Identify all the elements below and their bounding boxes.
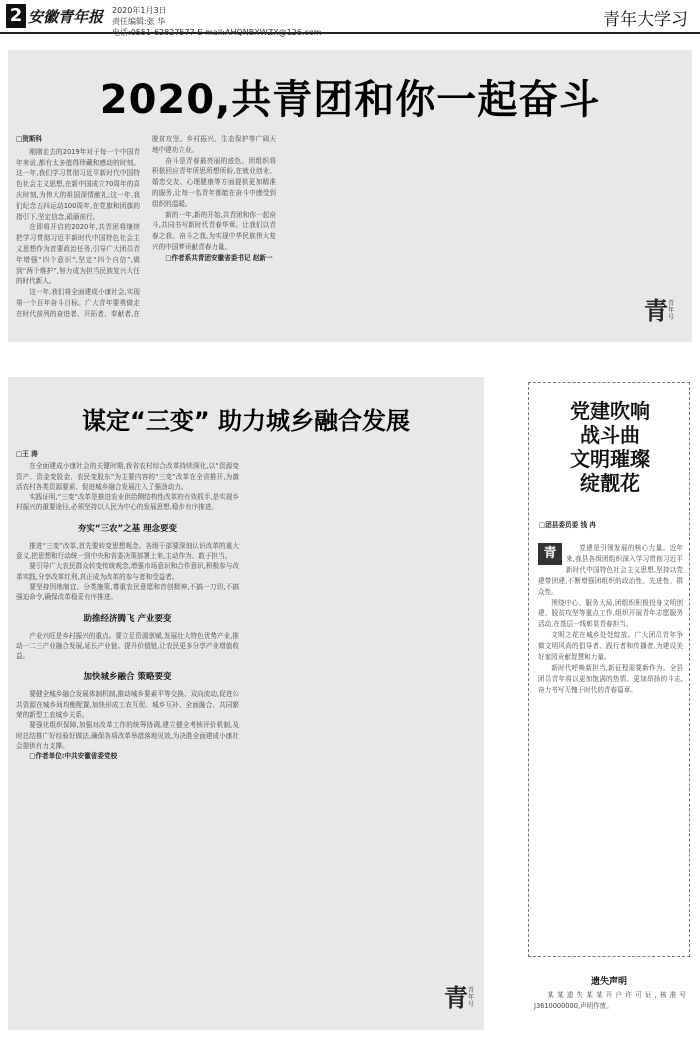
- quote-badge-icon: 青: [538, 543, 562, 565]
- sidebar-title-line: 文明璀璨: [570, 447, 650, 471]
- main-article-author-note: □作者单位:中共安徽省委党校: [29, 752, 118, 761]
- paragraph: 奋斗是青春最亮丽的底色。团组织将积极回应青年所思所想所盼,在就业创业、婚恋交友、心理健康等方面提供更加精准的服务,让每一名青年都能在奋斗中感受到组织的温暖。: [152, 156, 276, 208]
- paragraph: 这一年,我们将全面建成小康社会,实现第一个百年奋斗目标。广大青年要勇做走在时代前列的奋进者、开拓者、奉献者,在脱贫攻坚、乡村振兴、生态保护等广阔天地中建功立业。: [16, 135, 276, 318]
- issue-date: 2020年1月3日: [112, 6, 167, 15]
- top-article-body: [16, 134, 684, 334]
- sidebar-title-line: 战斗曲: [580, 423, 640, 447]
- paragraph: 要坚持因地制宜、分类施策,尊重农民意愿和首创精神,不搞一刀切,不搞强迫命令,确保改革稳妥有序推进。: [16, 582, 239, 602]
- page-section-label: 青年大学习: [603, 10, 688, 30]
- masthead-info: [112, 5, 322, 38]
- masthead: [0, 0, 700, 37]
- paragraph: 要强化组织保障,加强对改革工作的统筹协调,建立健全考核评价机制,及时总结推广好经验好做法,确保各项改革举措落地见效,为决胜全面建成小康社会提供有力支撑。: [16, 721, 239, 750]
- seal-tag: 青年号: [668, 300, 675, 321]
- paragraph: 产业兴旺是乡村振兴的重点。要立足资源禀赋,发展壮大特色优势产业,推动一二三产业融合发展,延长产业链、提升价值链,让农民更多分享产业增值收益。: [16, 631, 239, 661]
- section-heading: 助推经济腾飞 产业要变: [83, 613, 172, 624]
- paragraph: 在即将开启的2020年,共青团将继续把学习贯彻习近平新时代中国特色社会主义思想作为首要政治任务,引导广大团员青年增强“四个意识”,坚定“四个自信”,做到“两个维护”,努力成为担当民族复兴大任的时代新人。: [16, 223, 140, 286]
- seal-char: 青: [444, 983, 468, 1012]
- seal-tag: 青年号: [468, 987, 475, 1008]
- main-article-body: [16, 449, 476, 1019]
- paragraph: 新时代呼唤新担当,新征程需要新作为。全县团员青年将以更加饱满的热情、更加昂扬的斗志,奋力书写无愧于时代的青春篇章。: [538, 663, 683, 694]
- paper-name: 安徽青年报: [28, 8, 104, 26]
- notice-title: 遗失声明: [590, 977, 627, 987]
- top-article-author-note: □作者系共青团安徽省委书记 赵新一: [165, 253, 273, 262]
- paragraph: 实践证明,“三变”改革是推进农业供给侧结构性改革的有效抓手,是实现乡村振兴的重要途径,必须坚持以人民为中心的发展思想,稳步有序推进。: [16, 493, 239, 512]
- sidebar-body: [538, 543, 683, 951]
- section-heading: 夯实“三农”之基 理念要变: [77, 523, 178, 534]
- page-number: 2: [6, 4, 26, 28]
- paragraph: 在全面建成小康社会的关键时期,我省农村综合改革持续深化,以“资源变资产、资金变股金、农民变股东”为主要内容的“三变”改革在全省推开,为激活农村各类资源要素、促进城乡融合发展注入了强劲动力。: [16, 462, 239, 491]
- paragraph: 党建是引领发展的核心力量。近年来,我县各级团组织深入学习贯彻习近平新时代中国特色社会主义思想,坚持以党建带团建,不断增强团组织的政治性、先进性、群众性。: [538, 544, 683, 596]
- paragraph: 要健全城乡融合发展体制机制,推动城乡要素平等交换、双向流动,促进公共资源在城乡间均衡配置,加快形成工农互促、城乡互补、全面融合、共同繁荣的新型工农城乡关系。: [16, 690, 239, 720]
- calligraphy-seal: [444, 983, 474, 1013]
- paragraph: 推进“三变”改革,首先要转变思想观念。各级干部要深刻认识改革的重大意义,把思想和行动统一到中央和省委决策部署上来,主动作为、敢于担当。: [16, 541, 239, 561]
- main-article: [8, 377, 484, 1030]
- main-article-title: 谋定“三变” 助力城乡融合发展: [82, 407, 410, 435]
- notice-body: 某某遗失某某开户许可证,核准号J3610000000,声明作废。: [534, 991, 686, 1010]
- contact-line: 电话:0551-62827577 E-mail:AHQNBXWZX@126.com: [112, 28, 322, 37]
- paragraph: 要引导广大农民群众转变传统观念,增强市场意识和合作意识,积极参与改革实践,分享改革红利,真正成为改革的参与者和受益者。: [16, 562, 239, 581]
- paragraph: 文明之花在城乡处处绽放。广大团员青年争做文明风尚的倡导者、践行者和传播者,为建设美好家园贡献智慧和力量。: [538, 631, 683, 662]
- seal-char: 青: [644, 296, 668, 325]
- top-article: [8, 50, 692, 342]
- sidebar-title-line: 党建吹响: [570, 399, 650, 423]
- section-heading: 加快城乡融合 策略要变: [83, 672, 172, 683]
- sidebar-title-line: 绽靓花: [580, 471, 640, 495]
- sidebar-title: [529, 399, 691, 495]
- sidebar-byline: □团县委员委 钱 冉: [539, 521, 596, 529]
- paragraph: 围绕中心、服务大局,团组织积极投身文明创建、脱贫攻坚等重点工作,组织开展青年志愿服务活动,在基层一线彰显青春担当。: [538, 598, 683, 629]
- top-article-title: 2020,共青团和你一起奋斗: [99, 77, 601, 123]
- main-article-byline: □王 涛: [16, 450, 38, 458]
- editor-line: 责任编辑:张 华: [112, 17, 166, 26]
- top-article-byline: □贺斯科: [16, 135, 43, 143]
- paragraph: 新的一年,新的开始,共青团和你一起奋斗,共同书写新时代青春华章。让我们以青春之我、奋斗之我,为实现中华民族伟大复兴的中国梦贡献青春力量。: [152, 210, 276, 251]
- sidebar-article: [528, 382, 690, 957]
- paragraph: 刚刚走去的2019年对于每一个中国青年来说,都有太多值得珍藏和感动的时刻。这一年,我们学习贯彻习近平新时代中国特色社会主义思想,在新中国成立70周年的喜庆时刻,为伟大的祖国深情献礼;这一年,我们纪念五四运动100周年,在党旗和团旗的指引下,坚定信念,砥砺前行。: [16, 147, 140, 221]
- calligraphy-seal: [644, 296, 674, 326]
